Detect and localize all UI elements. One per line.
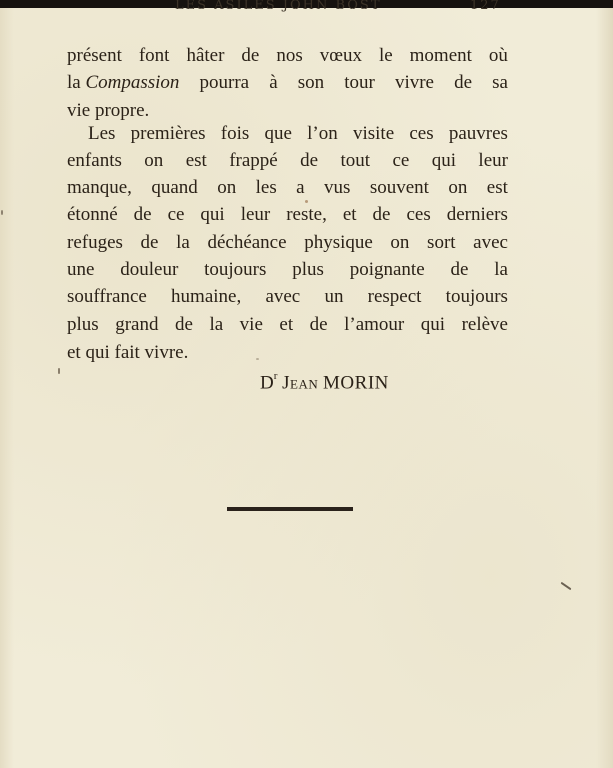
author-first-name: Jean	[282, 372, 319, 394]
word: ces	[406, 204, 431, 225]
word: quand	[151, 177, 198, 198]
word: Les	[88, 123, 116, 144]
word: manque,	[67, 177, 132, 198]
word: de	[140, 232, 159, 253]
paper-blemish	[305, 200, 308, 203]
word: une	[67, 259, 95, 280]
word: derniers	[446, 204, 508, 225]
word: la	[67, 72, 86, 93]
word: moment	[409, 45, 472, 66]
word: reste,	[286, 204, 327, 225]
word: et	[342, 204, 357, 225]
word: leur	[478, 150, 508, 171]
word: de	[174, 314, 193, 335]
word: douleur	[120, 259, 179, 280]
word: ce	[392, 150, 410, 171]
text-line	[67, 203, 508, 227]
text-line	[67, 258, 508, 282]
word: présent	[67, 45, 122, 66]
author-signature	[260, 366, 389, 395]
word: font	[138, 45, 170, 66]
word: souffrance	[67, 286, 147, 307]
text-line	[88, 122, 508, 146]
word: les	[255, 177, 277, 198]
word: de	[450, 259, 469, 280]
word: grand	[115, 314, 159, 335]
text-line	[67, 313, 508, 337]
word: est	[486, 177, 508, 198]
word: vivre	[394, 72, 434, 93]
text-line	[67, 44, 508, 68]
word: on	[448, 177, 468, 198]
text-line	[67, 176, 508, 200]
word: on	[144, 150, 164, 171]
word: avec	[473, 232, 508, 253]
word: de	[309, 314, 328, 335]
word: enfants	[67, 150, 122, 171]
word: la	[494, 259, 508, 280]
word: respect	[367, 286, 422, 307]
word: on	[390, 232, 410, 253]
word: de	[133, 204, 152, 225]
title-prefix: D	[260, 372, 274, 394]
word: à	[269, 72, 278, 93]
word: et	[279, 314, 294, 335]
word: physique	[304, 232, 373, 253]
word: toujours	[445, 286, 508, 307]
word: nos	[276, 45, 303, 66]
word: sa	[492, 72, 508, 93]
line-start	[67, 71, 179, 95]
word: visite	[352, 123, 395, 144]
word: l’amour	[344, 314, 405, 335]
word: qui	[200, 204, 225, 225]
word: de	[300, 150, 319, 171]
text-line	[67, 285, 508, 309]
word: toujours	[204, 259, 267, 280]
word: est	[185, 150, 207, 171]
text-line: vie propre.	[67, 100, 150, 121]
word: le	[378, 45, 393, 66]
word: fois	[220, 123, 250, 144]
word: plus	[292, 259, 324, 280]
word: frappé	[229, 150, 278, 171]
word: pourra	[199, 72, 250, 93]
word: l’on	[307, 123, 338, 144]
word: a	[296, 177, 305, 198]
word: on	[217, 177, 237, 198]
word: relève	[461, 314, 508, 335]
word: sort	[427, 232, 456, 253]
word: où	[488, 45, 508, 66]
word: tour	[344, 72, 375, 93]
word: son	[297, 72, 325, 93]
word: un	[324, 286, 344, 307]
text-line	[67, 71, 508, 95]
running-head-title: LES ASILES JOHN BOST	[175, 0, 382, 13]
text-line: et qui fait vivre.	[67, 342, 189, 363]
word: la	[176, 232, 190, 253]
end-rule	[227, 507, 353, 511]
word: poignante	[349, 259, 425, 280]
word: ces	[409, 123, 434, 144]
text-line	[67, 231, 508, 255]
word: que	[264, 123, 292, 144]
paper-blemish	[561, 582, 572, 591]
word: de	[372, 204, 391, 225]
page-number: 127	[470, 0, 501, 13]
word: ce	[167, 204, 185, 225]
paper-blemish	[58, 368, 60, 374]
word: vus	[324, 177, 351, 198]
word: qui	[431, 150, 457, 171]
word: qui	[420, 314, 446, 335]
author-last-name: MORIN	[323, 372, 389, 394]
word: étonné	[67, 204, 118, 225]
word: vie	[239, 314, 263, 335]
word: pauvres	[448, 123, 508, 144]
paper-blemish	[1, 210, 3, 215]
paper-blemish	[256, 358, 259, 360]
word: plus	[67, 314, 99, 335]
italic-word: Compassion	[85, 72, 180, 93]
word: vœux	[319, 45, 362, 66]
word: leur	[240, 204, 271, 225]
word: hâter	[186, 45, 225, 66]
title-prefix-superscript: r	[273, 370, 278, 382]
word: premières	[130, 123, 206, 144]
word: humaine,	[171, 286, 242, 307]
text-line	[67, 149, 508, 173]
word: la	[209, 314, 224, 335]
word: souvent	[369, 177, 429, 198]
word: avec	[265, 286, 301, 307]
word: refuges	[67, 232, 123, 253]
word: de	[241, 45, 260, 66]
word: de	[454, 72, 473, 93]
running-head	[150, 0, 501, 18]
word: tout	[340, 150, 371, 171]
word: déchéance	[207, 232, 287, 253]
